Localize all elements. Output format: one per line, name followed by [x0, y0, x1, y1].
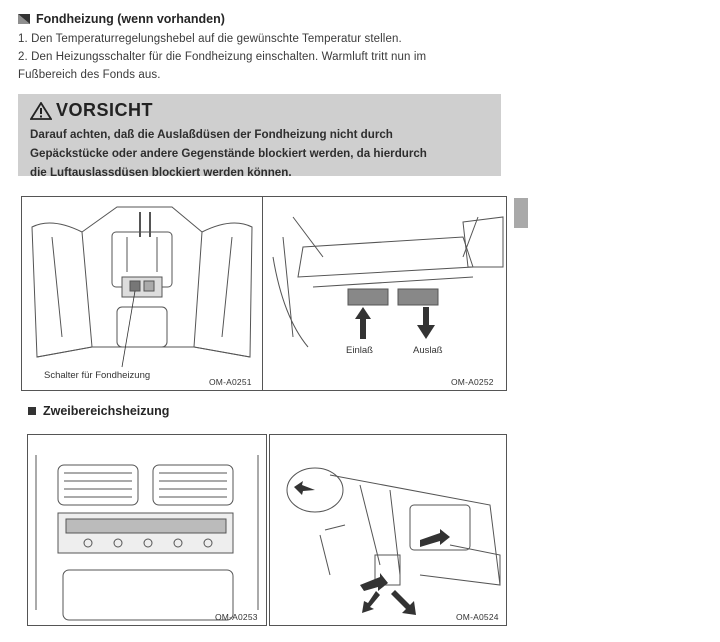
figure-rear-heater-switch: [21, 196, 264, 391]
figure-dashboard-airflow: [269, 434, 507, 626]
page-side-tab: [514, 198, 528, 228]
figure-code: OM-A0251: [209, 377, 252, 387]
figure-control-panel: [27, 434, 267, 626]
section-heading-dual-zone: [28, 404, 169, 418]
outlets-illustration: [263, 197, 506, 390]
instruction-step-2-line-2: Fußbereich des Fonds aus.: [18, 69, 161, 81]
outlet-label: Auslaß: [413, 345, 443, 356]
caution-line-1: Darauf achten, daß die Auslaßdüsen der Fondheizung nicht durch: [30, 128, 393, 141]
caution-line-2: Gepäckstücke oder andere Gegenstände blockiert werden, da hierdurch: [30, 147, 427, 160]
heading-text: Zweibereichsheizung: [43, 404, 170, 418]
inlet-label: Einlaß: [346, 345, 373, 356]
section-heading-rear-heater: [18, 12, 225, 26]
figure-code: OM-A0252: [451, 377, 494, 387]
figure-caption-switch: Schalter für Fondheizung: [44, 370, 151, 381]
figure-rear-heater-outlets: [262, 196, 507, 391]
heading-text: Fondheizung (wenn vorhanden): [36, 12, 225, 26]
section-marker-icon: [18, 14, 30, 24]
dashboard-illustration: [270, 435, 506, 625]
figure-code: OM-A0524: [456, 612, 499, 622]
warning-triangle-icon: [30, 102, 52, 120]
figure-code: OM-A0253: [215, 612, 258, 622]
instruction-step-2-line-1: 2. Den Heizungsschalter für die Fondheizung einschalten. Warmluft tritt nun im: [18, 51, 427, 63]
control-panel-illustration: [28, 435, 266, 625]
caution-title: [30, 100, 153, 121]
instruction-step-1: 1. Den Temperaturregelungshebel auf die gewünschte Temperatur stellen.: [18, 33, 402, 45]
caution-title-text: VORSICHT: [56, 100, 154, 120]
section-bullet-icon: [28, 407, 36, 415]
caution-line-3: die Luftauslassdüsen blockiert werden können.: [30, 166, 292, 179]
caution-box: [18, 94, 501, 179]
caution-body: [30, 125, 495, 182]
console-illustration: [22, 197, 263, 390]
